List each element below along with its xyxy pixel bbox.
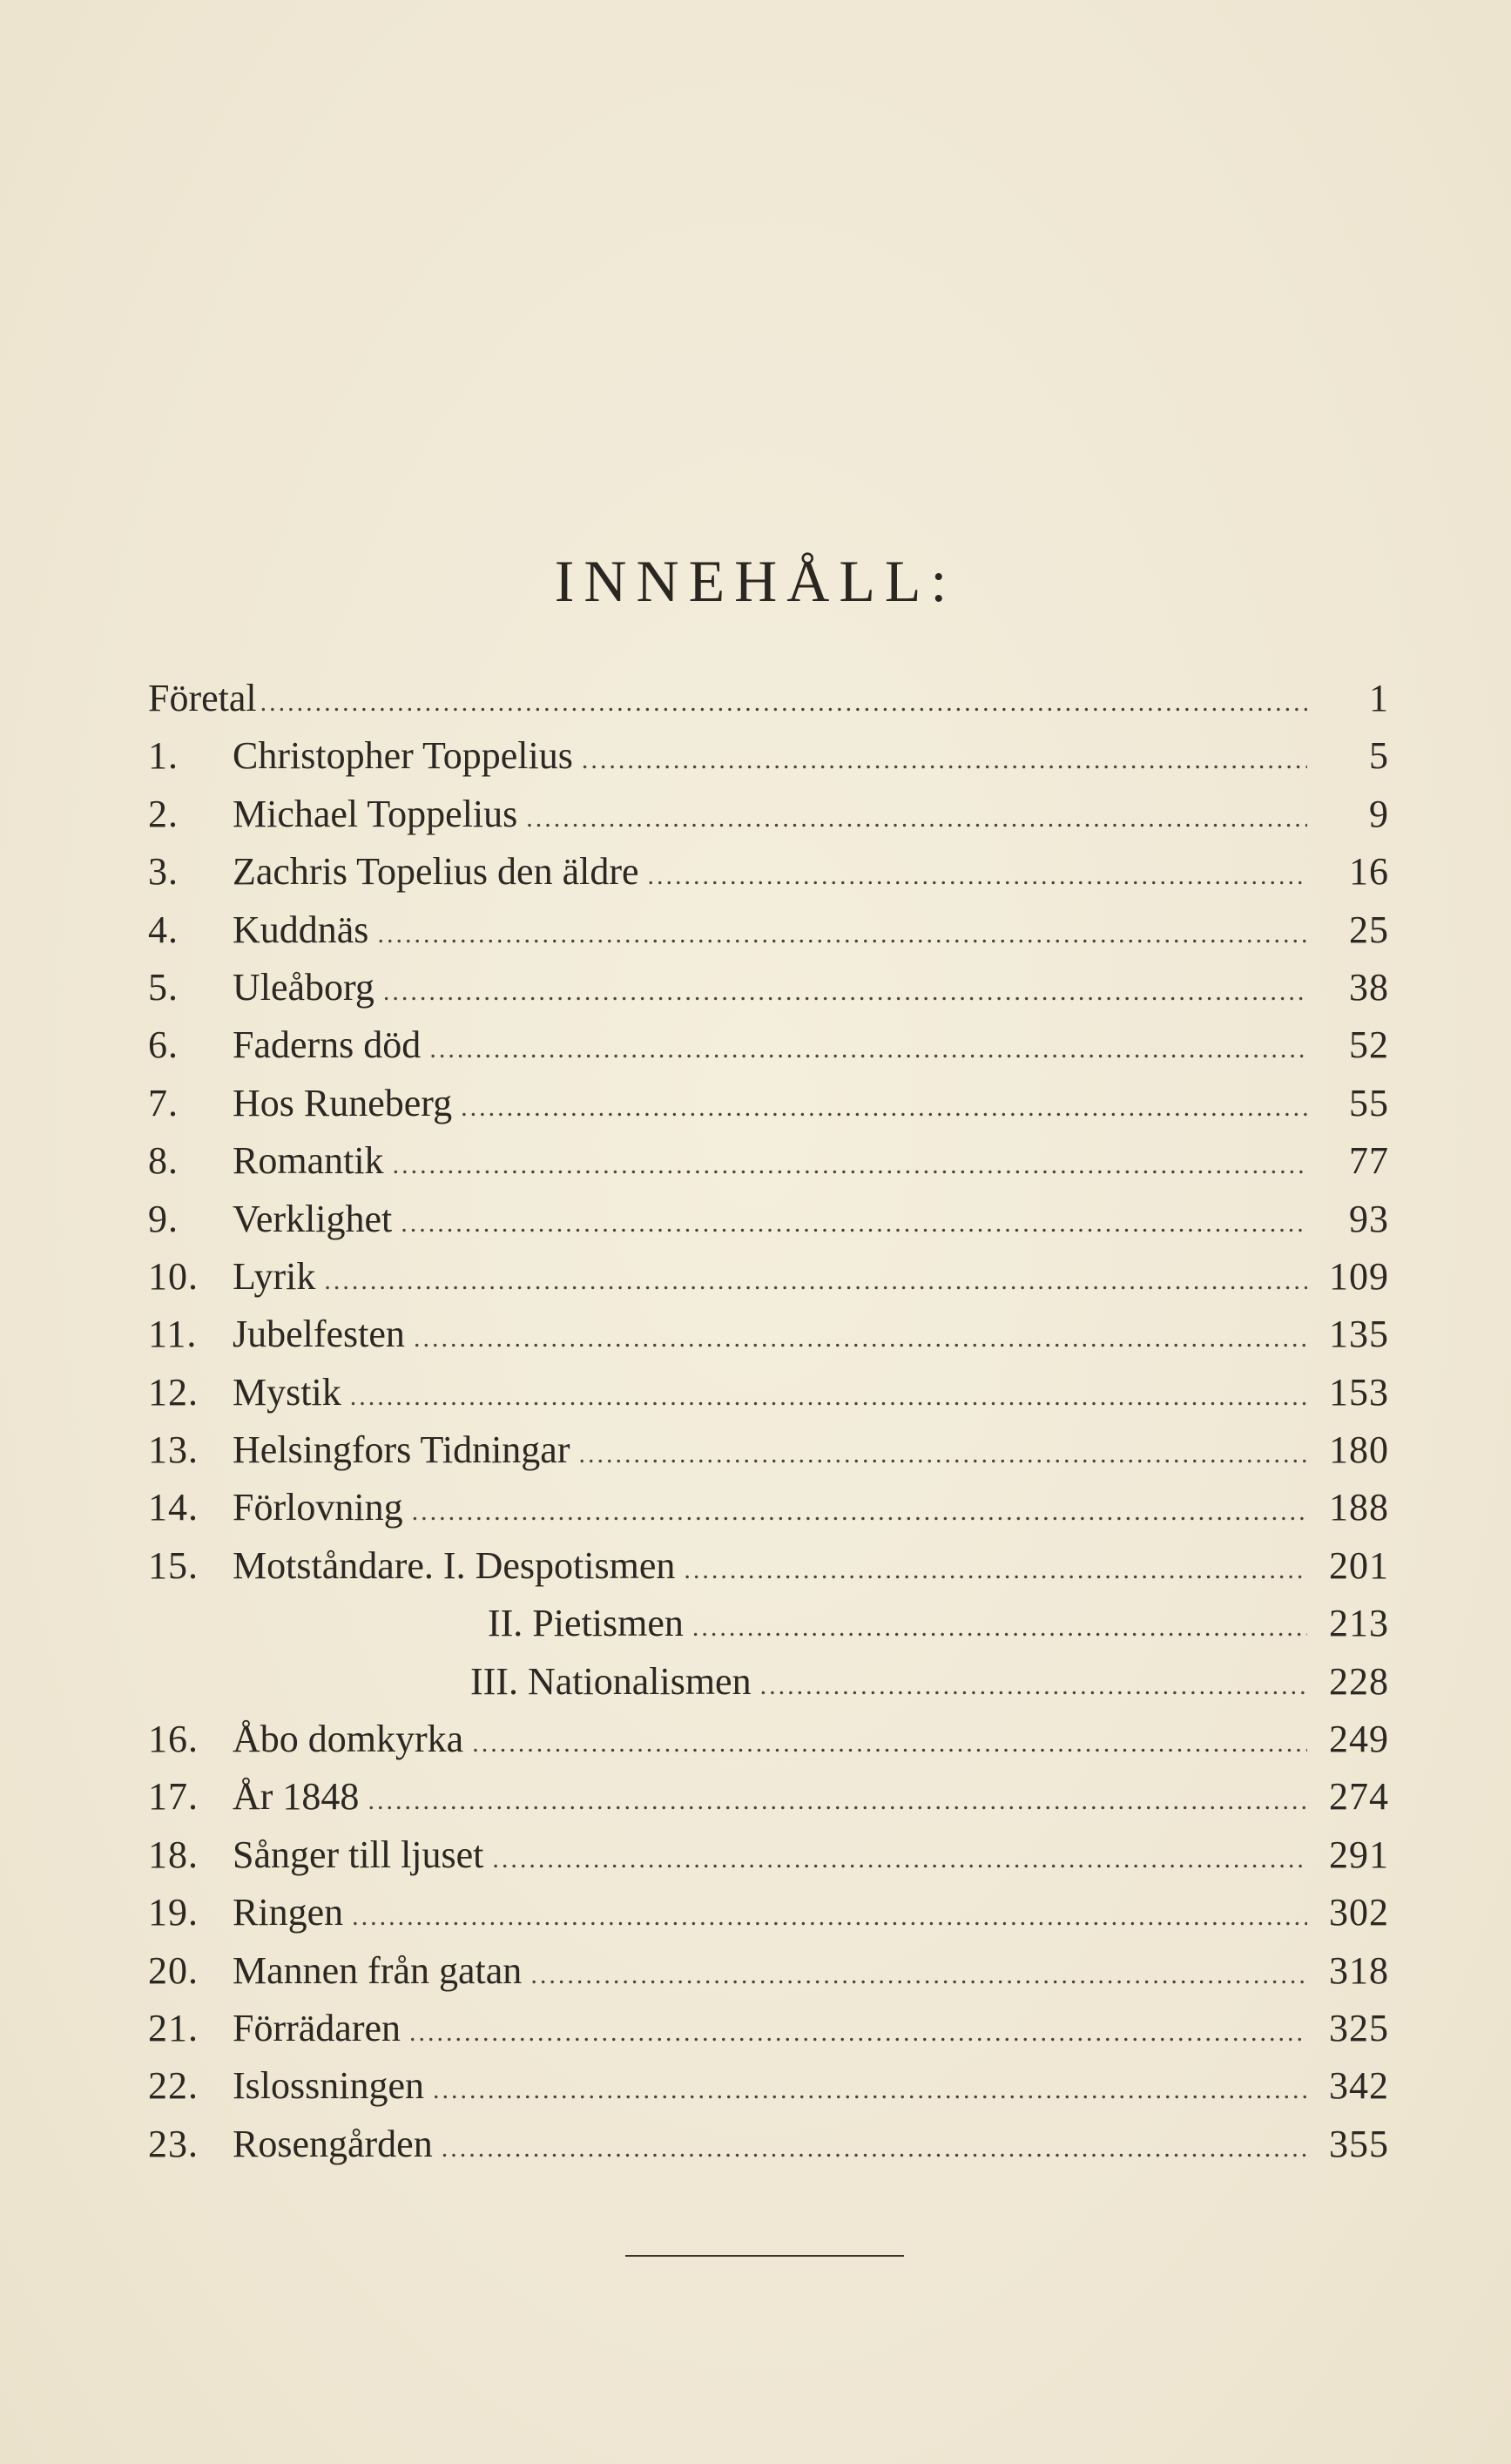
toc-entry-title: År 1848 xyxy=(233,1775,360,1819)
dot-leader xyxy=(324,1252,1307,1310)
toc-entry-number: 8. xyxy=(148,1139,179,1183)
toc-entry xyxy=(148,843,1389,901)
toc-entry-title: Företal xyxy=(148,677,257,719)
toc-entry-title: Hos Runeberg xyxy=(233,1081,453,1124)
toc-entry-title: Zachris Topelius den äldre xyxy=(233,850,639,894)
toc-entry-number: 17. xyxy=(148,1775,199,1819)
toc-entry-title: Helsingfors Tidningar xyxy=(233,1428,570,1472)
toc-entry-number: 12. xyxy=(148,1370,199,1414)
toc-entry-page: 342 xyxy=(1329,2064,1389,2108)
table-of-contents xyxy=(148,670,1389,2173)
closing-rule xyxy=(625,2255,904,2257)
toc-entry-title: Åbo domkyrka xyxy=(233,1718,464,1761)
dot-leader xyxy=(383,963,1307,1021)
dot-leader xyxy=(582,732,1307,789)
dot-leader xyxy=(461,1079,1307,1137)
toc-entry-page: 52 xyxy=(1349,1023,1389,1067)
dot-leader xyxy=(350,1368,1307,1426)
toc-entry-number: 10. xyxy=(148,1254,199,1298)
toc-entry-number: 6. xyxy=(148,1023,179,1067)
toc-entry xyxy=(148,1537,1389,1595)
toc-entry-number: 16. xyxy=(148,1718,199,1761)
toc-entry-number: 13. xyxy=(148,1428,199,1472)
toc-entry-page: 153 xyxy=(1329,1370,1389,1414)
dot-leader xyxy=(352,1888,1307,1946)
page-heading: INNEHÅLL: xyxy=(554,548,957,614)
toc-entry xyxy=(148,2116,1389,2173)
dot-leader xyxy=(393,1137,1307,1194)
toc-entry-page: 93 xyxy=(1349,1197,1389,1240)
toc-entry-page: 302 xyxy=(1329,1891,1389,1934)
toc-entry xyxy=(148,959,1389,1016)
toc-entry xyxy=(148,1248,1389,1306)
toc-entry xyxy=(148,1884,1389,1941)
dot-leader xyxy=(578,1426,1307,1483)
toc-entry-page: 16 xyxy=(1349,850,1389,894)
toc-entry-number: 15. xyxy=(148,1543,199,1587)
dot-leader xyxy=(526,790,1307,847)
toc-entry-title: Mannen från gatan xyxy=(233,1948,523,1992)
toc-entry-number: 5. xyxy=(148,965,179,1009)
toc-entry-number: 19. xyxy=(148,1891,199,1934)
toc-entry-page: 5 xyxy=(1369,734,1389,778)
toc-entry-page: 318 xyxy=(1329,1948,1389,1992)
toc-entry xyxy=(148,2000,1389,2057)
toc-entry xyxy=(148,901,1389,959)
toc-entry-title: Förrädaren xyxy=(233,2006,401,2049)
toc-entry xyxy=(148,786,1389,843)
toc-entry-title: Faderns död xyxy=(233,1023,422,1067)
toc-subentry xyxy=(148,1595,1389,1652)
toc-entry-title: Verklighet xyxy=(233,1197,393,1240)
dot-leader xyxy=(692,1599,1307,1657)
toc-entry xyxy=(148,1306,1389,1363)
toc-entry-page: 188 xyxy=(1329,1486,1389,1529)
toc-entry-number: 23. xyxy=(148,2122,199,2165)
toc-subentry xyxy=(148,1653,1389,1711)
toc-entry-number: 14. xyxy=(148,1486,199,1529)
toc-entry-page: 291 xyxy=(1329,1833,1389,1876)
toc-entry-page: 213 xyxy=(1329,1602,1389,1645)
toc-entry xyxy=(148,1421,1389,1479)
toc-entry-title: Mystik xyxy=(233,1370,341,1414)
toc-entry xyxy=(148,1191,1389,1248)
toc-entry-number: 3. xyxy=(148,850,179,894)
dot-leader xyxy=(401,1195,1307,1252)
toc-entry-page: 180 xyxy=(1329,1428,1389,1472)
toc-entry-number: 1. xyxy=(148,734,179,778)
toc-entry-title: Kuddnäs xyxy=(233,908,369,951)
toc-entry-title: III. Nationalismen xyxy=(470,1659,752,1703)
toc-entry xyxy=(148,1942,1389,2000)
toc-entry xyxy=(148,1826,1389,1884)
dot-leader xyxy=(433,2062,1307,2119)
toc-entry-number: 20. xyxy=(148,1948,199,1992)
toc-entry xyxy=(148,670,1389,727)
toc-entry xyxy=(148,1364,1389,1421)
toc-entry-page: 109 xyxy=(1329,1254,1389,1298)
dot-leader xyxy=(442,2120,1307,2177)
toc-entry-number: 9. xyxy=(148,1197,179,1240)
toc-entry-page: 355 xyxy=(1329,2122,1389,2165)
toc-entry xyxy=(148,727,1389,785)
toc-entry-title: Romantik xyxy=(233,1139,384,1183)
toc-entry-number: 22. xyxy=(148,2064,199,2108)
toc-entry-page: 77 xyxy=(1349,1139,1389,1183)
toc-entry-title: Motståndare. I. Despotismen xyxy=(233,1543,676,1587)
toc-entry-title: Islossningen xyxy=(233,2064,424,2108)
toc-entry-page: 135 xyxy=(1329,1313,1389,1356)
toc-entry-page: 228 xyxy=(1329,1659,1389,1703)
dot-leader xyxy=(377,906,1307,963)
dot-leader xyxy=(648,847,1307,905)
dot-leader xyxy=(368,1772,1307,1830)
toc-entry-page: 1 xyxy=(1369,677,1389,719)
toc-entry-number: 2. xyxy=(148,792,179,835)
toc-entry xyxy=(148,1075,1389,1132)
toc-entry-title: Jubelfesten xyxy=(233,1313,405,1356)
toc-entry xyxy=(148,1768,1389,1826)
dot-leader xyxy=(409,2004,1307,2062)
toc-entry-title: Christopher Toppelius xyxy=(233,734,573,778)
toc-entry-page: 25 xyxy=(1349,908,1389,951)
dot-leader xyxy=(492,1831,1307,1888)
toc-entry xyxy=(148,2057,1389,2115)
dot-leader xyxy=(760,1657,1307,1715)
toc-entry-page: 38 xyxy=(1349,965,1389,1009)
toc-entry-title: Sånger till ljuset xyxy=(233,1833,484,1876)
toc-entry xyxy=(148,1132,1389,1190)
toc-entry-title: II. Pietismen xyxy=(488,1602,684,1645)
toc-entry-number: 21. xyxy=(148,2006,199,2049)
toc-entry-title: Förlovning xyxy=(233,1486,403,1529)
toc-entry-number: 11. xyxy=(148,1313,198,1356)
dot-leader xyxy=(414,1310,1307,1367)
toc-entry-title: Uleåborg xyxy=(233,965,374,1009)
toc-entry-page: 9 xyxy=(1369,792,1389,835)
toc-entry-page: 325 xyxy=(1329,2006,1389,2049)
toc-entry-title: Lyrik xyxy=(233,1254,316,1298)
dot-leader xyxy=(472,1715,1307,1772)
dot-leader xyxy=(260,674,1307,732)
toc-entry-page: 249 xyxy=(1329,1718,1389,1761)
toc-entry-number: 18. xyxy=(148,1833,199,1876)
toc-entry-title: Ringen xyxy=(233,1891,344,1934)
toc-entry-page: 55 xyxy=(1349,1081,1389,1124)
dot-leader xyxy=(412,1483,1307,1541)
dot-leader xyxy=(429,1021,1307,1078)
dot-leader xyxy=(530,1947,1307,2004)
toc-entry xyxy=(148,1479,1389,1536)
dot-leader xyxy=(684,1542,1307,1599)
toc-entry-page: 274 xyxy=(1329,1775,1389,1819)
toc-entry-title: Rosengården xyxy=(233,2122,433,2165)
toc-entry-page: 201 xyxy=(1329,1543,1389,1587)
toc-entry-number: 4. xyxy=(148,908,179,951)
toc-entry xyxy=(148,1711,1389,1768)
toc-entry xyxy=(148,1016,1389,1074)
toc-entry-title: Michael Toppelius xyxy=(233,792,518,835)
toc-entry-number: 7. xyxy=(148,1081,179,1124)
